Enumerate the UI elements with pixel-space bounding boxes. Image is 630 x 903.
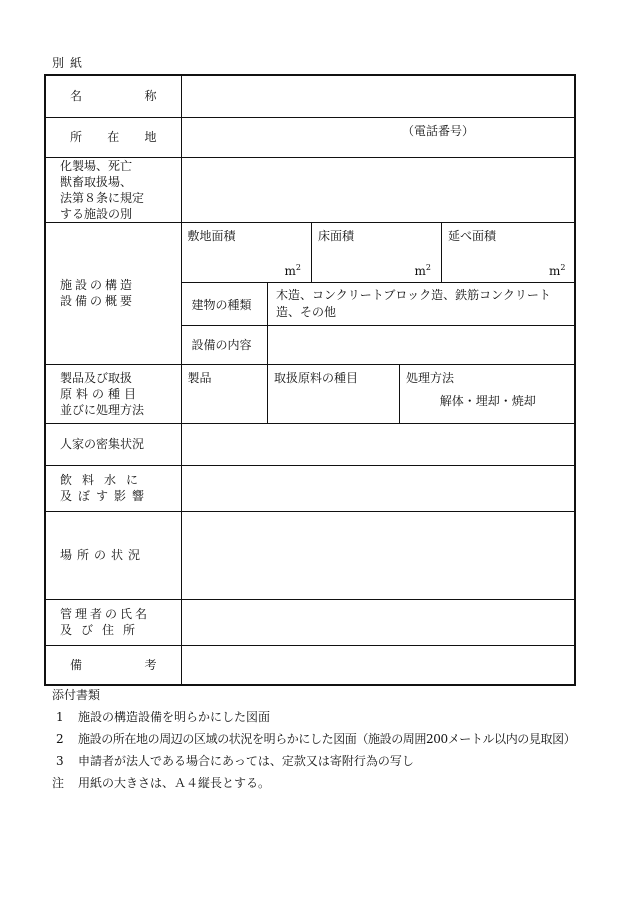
- manager-label-2: 及び住所: [60, 623, 145, 637]
- product-col-label: 製品: [187, 370, 212, 385]
- attachment-label: 別紙: [52, 56, 89, 70]
- row-location: [45, 117, 575, 157]
- total-floor-area-field[interactable]: 延べ面積 $m^2$: [442, 223, 576, 283]
- row-products: [45, 364, 575, 423]
- building-type-options[interactable]: 木造、コンクリートブロック造、鉄筋コンクリート造、その他: [268, 283, 576, 326]
- processing-col-label: 処理方法: [406, 370, 455, 385]
- remarks-label-2: 考: [144, 657, 157, 672]
- site-area-field[interactable]: 敷地面積 $m^2$: [182, 223, 312, 283]
- total-floor-area-unit: m: [549, 264, 561, 278]
- structure-label-2: 設備の概要: [60, 294, 136, 308]
- footnote-label: 注: [52, 776, 65, 790]
- equipment-label: 設備の内容: [182, 326, 268, 364]
- products-label-1: 製品及び取扱: [60, 370, 133, 385]
- row-site-condition: [45, 511, 575, 599]
- application-form: [44, 74, 576, 686]
- total-floor-area-label: 延べ面積: [448, 228, 497, 243]
- facility-type-label-4: する施設の別: [60, 206, 133, 221]
- attachments-notes: [52, 684, 592, 794]
- floor-area-label: 床面積: [318, 228, 355, 243]
- row-remarks: [45, 645, 575, 685]
- processing-options: 解体・埋却・焼却: [439, 393, 536, 408]
- row-structure: [45, 222, 575, 364]
- attachments-heading: 添付書類: [52, 688, 101, 702]
- facility-type-label-2: 獣畜取扱場、: [60, 174, 133, 189]
- location-field[interactable]: [181, 117, 575, 157]
- row-housing: [45, 423, 575, 465]
- equipment-field[interactable]: [268, 326, 576, 364]
- products-label-2: 原料の種目: [60, 386, 141, 401]
- remarks-field[interactable]: [181, 645, 575, 685]
- processing-field[interactable]: [400, 365, 576, 423]
- name-field[interactable]: [181, 75, 575, 117]
- list-item: 3 申請者が法人である場合にあっては、定款又は寄附行為の写し: [56, 754, 414, 768]
- manager-field[interactable]: [181, 599, 575, 645]
- list-item: 2 施設の所在地の周辺の区域の状況を明らかにした図面（施設の周囲200メートル以内の見取図）: [56, 732, 576, 746]
- structure-subtable: [182, 223, 576, 364]
- name-label-2: 称: [144, 89, 157, 104]
- floor-area-field[interactable]: 床面積 $m^2$: [312, 223, 442, 283]
- row-water: [45, 465, 575, 511]
- phone-label: （電話番号）: [401, 123, 474, 138]
- footnote: [52, 772, 592, 794]
- row-name: [45, 75, 575, 117]
- product-field[interactable]: [182, 365, 268, 423]
- facility-type-label-1: 化製場、死亡: [60, 158, 133, 173]
- water-field[interactable]: [181, 465, 575, 511]
- manager-label-1: 管理者の氏名: [60, 607, 151, 621]
- products-label-3: 並びに処理方法: [60, 402, 145, 417]
- raw-material-field[interactable]: [268, 365, 400, 423]
- site-area-label: 敷地面積: [187, 228, 236, 243]
- name-label-1: 名: [70, 89, 83, 104]
- facility-type-field[interactable]: [181, 157, 575, 222]
- footnote-text: 用紙の大きさは、Ａ４縦長とする。: [78, 776, 271, 790]
- row-manager: [45, 599, 575, 645]
- building-type-label: 建物の種類: [182, 283, 268, 326]
- facility-type-label-3: 法第８条に規定: [60, 190, 145, 205]
- site-condition-label: 場所の状況: [45, 511, 181, 599]
- housing-label: 人家の密集状況: [45, 423, 181, 465]
- water-label-2: 及ぼす影響: [60, 489, 151, 503]
- products-subtable: [182, 365, 576, 423]
- water-label-1: 飲料水に: [60, 473, 149, 487]
- housing-field[interactable]: [181, 423, 575, 465]
- location-label-1: 所: [70, 130, 83, 144]
- structure-label-1: 施設の構造: [60, 278, 136, 292]
- location-label-2: 在: [107, 130, 120, 144]
- raw-material-col-label: 取扱原料の種目: [274, 370, 359, 385]
- site-area-unit: m: [284, 264, 296, 278]
- location-label-3: 地: [144, 130, 157, 144]
- site-condition-field[interactable]: [181, 511, 575, 599]
- list-item: 1 施設の構造設備を明らかにした図面: [56, 710, 271, 724]
- floor-area-unit: m: [414, 264, 426, 278]
- remarks-label-1: 備: [70, 657, 83, 672]
- row-facility-type: [45, 157, 575, 222]
